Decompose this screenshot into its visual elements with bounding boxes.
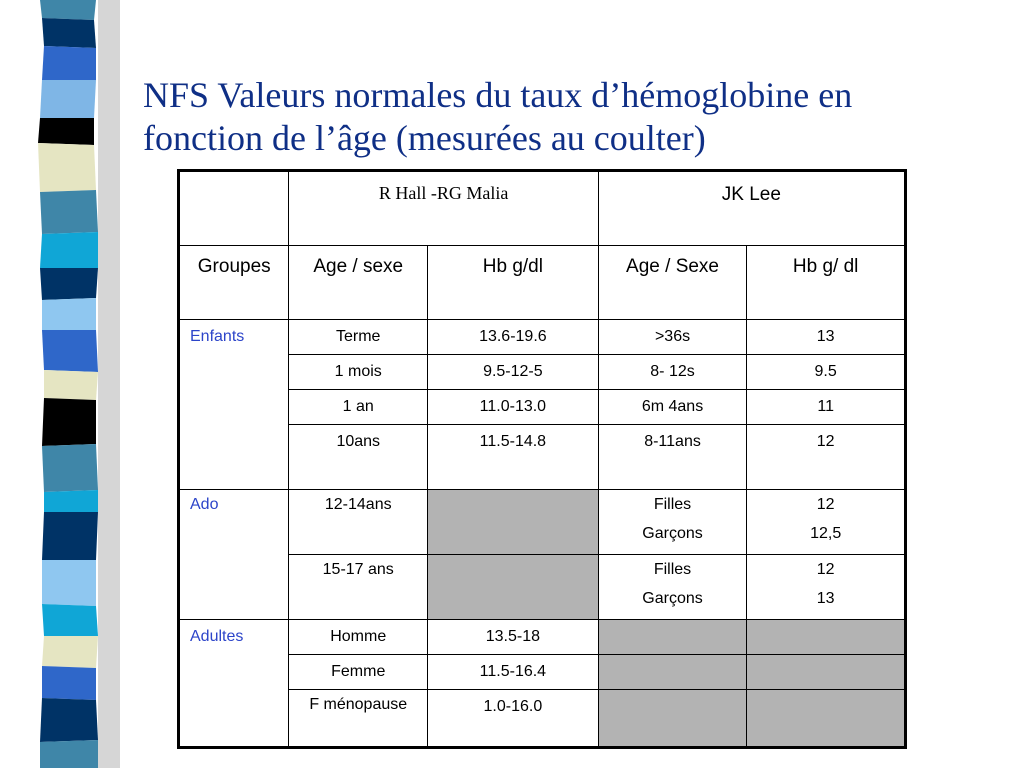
empty-grey-cell <box>747 620 906 655</box>
table-source-row <box>179 171 906 246</box>
age-cell: Homme <box>289 620 428 655</box>
table-row <box>179 320 906 355</box>
empty-grey-cell <box>428 555 599 620</box>
sex-cell <box>598 555 747 620</box>
empty-corner-cell <box>179 171 289 246</box>
decorative-stripe <box>0 0 120 768</box>
hb2-cell <box>747 555 906 620</box>
hb2-cell: 12 <box>747 425 906 490</box>
age-cell: 1 mois <box>289 355 428 390</box>
empty-grey-cell <box>598 690 747 748</box>
sex-filles: Filles <box>653 496 692 513</box>
empty-grey-cell <box>598 655 747 690</box>
slide-title-line-2: fonction de l’âge (mesurées au coulter) <box>143 118 706 158</box>
hb-cell: 9.5-12-5 <box>428 355 599 390</box>
table-row <box>179 620 906 655</box>
table-row <box>179 490 906 555</box>
age-cell: 10ans <box>289 425 428 490</box>
group-enfants: Enfants <box>179 320 289 490</box>
hb-cell: 11.0-13.0 <box>428 390 599 425</box>
hb2-cell: 9.5 <box>747 355 906 390</box>
sex-filles: Filles <box>653 561 692 578</box>
header-age-sexe: Age / sexe <box>289 246 428 320</box>
hb2-cell: 11 <box>747 390 906 425</box>
group-adultes: Adultes <box>179 620 289 748</box>
age-cell: 15-17 ans <box>289 555 428 620</box>
empty-grey-cell <box>747 690 906 748</box>
hb-cell: 1.0-16.0 <box>428 690 599 748</box>
header-groupes: Groupes <box>179 246 289 320</box>
age-cell: F ménopause <box>289 690 428 748</box>
empty-grey-cell <box>747 655 906 690</box>
age-cell: 12-14ans <box>289 490 428 555</box>
age2-cell: 8-11ans <box>598 425 747 490</box>
age-cell: Terme <box>289 320 428 355</box>
source-jk-lee: JK Lee <box>598 171 905 246</box>
age2-cell: 8- 12s <box>598 355 747 390</box>
hb2-cell <box>747 490 906 555</box>
hb-cell: 13.5-18 <box>428 620 599 655</box>
age2-cell: 6m 4ans <box>598 390 747 425</box>
source-hall-malia: R Hall -RG Malia <box>289 171 598 246</box>
hb2-filles: 12 <box>816 496 835 513</box>
sex-garcons: Garçons <box>642 525 703 542</box>
hb2-garcons: 12,5 <box>810 525 842 542</box>
group-ado: Ado <box>179 490 289 620</box>
sex-cell <box>598 490 747 555</box>
header-hb-2: Hb g/ dl <box>747 246 906 320</box>
slide-title-line-1: NFS Valeurs normales du taux d’hémoglobine en <box>143 75 853 115</box>
header-hb: Hb g/dl <box>428 246 599 320</box>
sex-garcons: Garçons <box>642 590 703 607</box>
hemoglobin-table <box>177 169 907 749</box>
header-age-sexe-2: Age / Sexe <box>598 246 747 320</box>
empty-grey-cell <box>428 490 599 555</box>
table-header-row <box>179 246 906 320</box>
hb2-garcons: 13 <box>816 590 835 607</box>
hb-cell: 11.5-14.8 <box>428 425 599 490</box>
hb2-cell: 13 <box>747 320 906 355</box>
age-cell: Femme <box>289 655 428 690</box>
hb-cell: 11.5-16.4 <box>428 655 599 690</box>
empty-grey-cell <box>598 620 747 655</box>
age-cell: 1 an <box>289 390 428 425</box>
hb2-filles: 12 <box>816 561 835 578</box>
hb-cell: 13.6-19.6 <box>428 320 599 355</box>
age2-cell: >36s <box>598 320 747 355</box>
slide-title <box>143 74 1003 160</box>
